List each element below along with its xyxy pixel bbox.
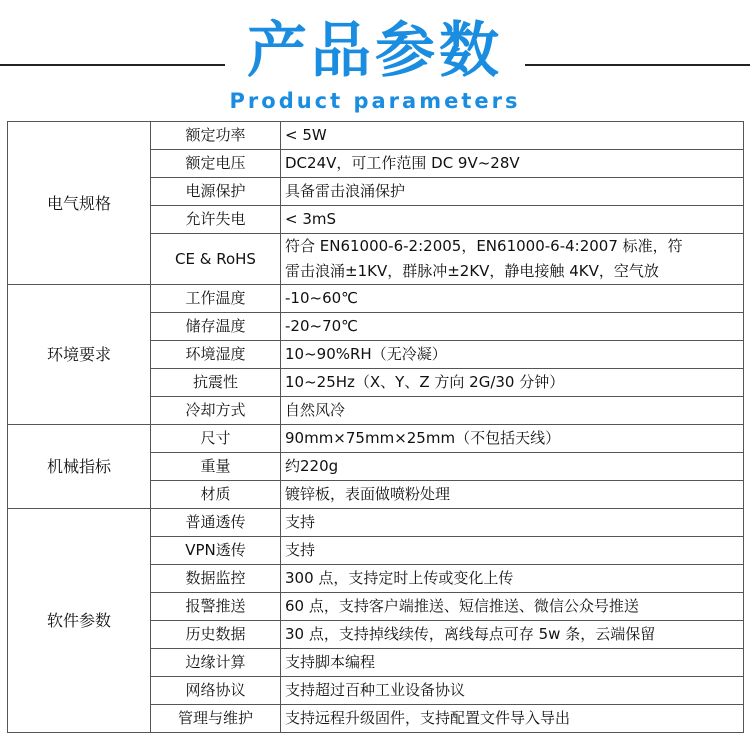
param-value: -10~60℃ — [281, 285, 744, 313]
category-cell: 电气规格 — [8, 122, 151, 285]
param-value-line: 符合 EN61000-6-2:2005，EN61000-6-4:2007 标准，符 — [285, 237, 683, 255]
param-label: 允许失电 — [151, 206, 281, 234]
param-value: 支持 — [281, 509, 744, 537]
param-value: 10~90%RH（无冷凝） — [281, 341, 744, 369]
param-label: 抗震性 — [151, 369, 281, 397]
param-label: 储存温度 — [151, 313, 281, 341]
param-value: 约220g — [281, 453, 744, 481]
param-label: 工作温度 — [151, 285, 281, 313]
param-value: 自然风冷 — [281, 397, 744, 425]
param-value: 30 点，支持掉线续传，离线每点可存 5w 条，云端保留 — [281, 621, 744, 649]
table-row — [8, 122, 744, 150]
param-label: 额定功率 — [151, 122, 281, 150]
param-value: 300 点，支持定时上传或变化上传 — [281, 565, 744, 593]
param-label: 重量 — [151, 453, 281, 481]
param-label: 环境湿度 — [151, 341, 281, 369]
param-value: < 3mS — [281, 206, 744, 234]
category-cell: 机械指标 — [8, 425, 151, 509]
param-value: 支持脚本编程 — [281, 649, 744, 677]
param-value: 支持远程升级固件，支持配置文件导入导出 — [281, 705, 744, 733]
parameters-table — [7, 121, 744, 733]
param-value — [281, 234, 744, 285]
param-value: DC24V，可工作范围 DC 9V~28V — [281, 150, 744, 178]
page-subtitle: Product parameters — [229, 89, 521, 113]
param-label: 额定电压 — [151, 150, 281, 178]
category-cell: 软件参数 — [8, 509, 151, 733]
page-title: 产品参数 — [247, 16, 503, 86]
page-header — [0, 0, 750, 118]
param-value: 镀锌板，表面做喷粉处理 — [281, 481, 744, 509]
param-label: 普通透传 — [151, 509, 281, 537]
param-value: 支持超过百种工业设备协议 — [281, 677, 744, 705]
param-label: VPN透传 — [151, 537, 281, 565]
param-label: 数据监控 — [151, 565, 281, 593]
param-label: 尺寸 — [151, 425, 281, 453]
table-row — [8, 285, 744, 313]
param-label: 材质 — [151, 481, 281, 509]
param-value: 10~25Hz（X、Y、Z 方向 2G/30 分钟） — [281, 369, 744, 397]
table-row — [8, 509, 744, 537]
param-value: < 5W — [281, 122, 744, 150]
param-label: CE & RoHS — [151, 234, 281, 285]
category-cell: 环境要求 — [8, 285, 151, 425]
param-value-line: 雷击浪涌±1KV，群脉冲±2KV，静电接触 4KV，空气放 — [285, 262, 659, 280]
param-value: -20~70℃ — [281, 313, 744, 341]
table-row — [8, 425, 744, 453]
param-value: 90mm×75mm×25mm（不包括天线） — [281, 425, 744, 453]
param-label: 电源保护 — [151, 178, 281, 206]
param-value: 支持 — [281, 537, 744, 565]
param-label: 边缘计算 — [151, 649, 281, 677]
param-label: 冷却方式 — [151, 397, 281, 425]
param-value: 具备雷击浪涌保护 — [281, 178, 744, 206]
param-label: 报警推送 — [151, 593, 281, 621]
param-label: 网络协议 — [151, 677, 281, 705]
param-value: 60 点，支持客户端推送、短信推送、微信公众号推送 — [281, 593, 744, 621]
param-label: 管理与维护 — [151, 705, 281, 733]
param-label: 历史数据 — [151, 621, 281, 649]
